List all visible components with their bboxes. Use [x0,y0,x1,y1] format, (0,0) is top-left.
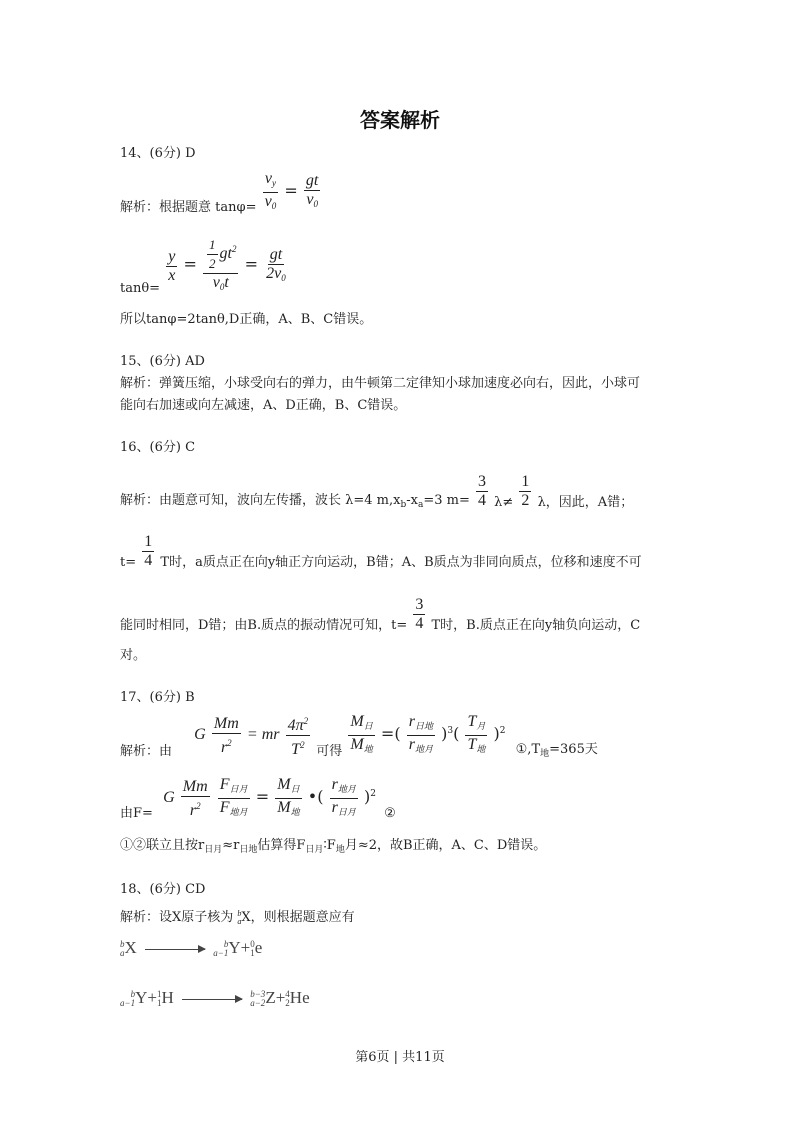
q18-header: 18、(6分) CD [120,882,206,897]
q17-frac-Msun-Mearth-b: $\frac{M_日}{M_地}$ [277,776,300,817]
q15-analysis-line1: 解析：弹簧压缩，小球受向右的弹力，由牛顿第二定律知小球加速度必向右，因此，小球可 [120,376,641,391]
q17-frac-rse-rem: $\frac{r_{日地}}{r_{地月}}$ [408,713,433,754]
q17-formula-line1: 解析：由 G $\frac{Mm}{r^2}$ = mr $\frac{4\pi^2}{T^2}$ 可得 $\frac{M_日}{M_地}$ =( $\frac{r_{日地}}{r_{地月}}$ )$^3$( $\frac{T_月}{T_地}$ )$^2$ $①,T_地=365$天 [120,713,598,759]
q17-frac-Tmoon-Tearth: $\frac{T_月}{T_地}$ [467,713,486,754]
q15-analysis-line2: 能向右加速或向左减速，A、D正确，B、C错误。 [120,398,407,413]
q18-analysis-line1: 解析：设X原子核为 b a X，则根据题意应有 [120,908,355,926]
q14-frac-gt-2v0: $\frac{gt}{2v_0}$ [266,245,286,283]
q16-frac-one-quarter: $\frac{1}{4}$ [144,533,153,569]
q17-frac-4pi2-T2: $\frac{4\pi^2}{T^2}$ [286,712,311,759]
q14-frac-vy-v0: $\frac{v_y}{v_0}$ [264,170,277,211]
page-title: 答案解析 [360,108,440,132]
q18-X-notation: b a [237,908,242,926]
q16-analysis-line4: 对。 [120,648,147,663]
q16-analysis-line3: 能同时相同，D错；由B.质点的振动情况可知，t= $\frac{3}{4}$ T时，B.质点正在向y轴负向运动，C [120,596,641,633]
q14-tantheta-prefix: tanθ= [120,281,161,296]
q18-reaction-arrow-1 [145,949,205,950]
q16-frac-one-half: $\frac{1}{2}$ [521,473,530,509]
q18-reaction-arrow-2 [182,999,242,1000]
q18-equation1: b a X b a−1 Y+ 0 1 e [120,938,263,959]
q17-frac-Msun-Mearth: $\frac{M_日}{M_地}$ [350,713,373,754]
page-footer: 第6页 | 共11页 [355,1050,445,1065]
q16-analysis-line2: t= $\frac{1}{4}$ T时，a质点正在向y轴正方向运动，B错；A、B质点为非同向质点，位移和速度不可 [120,533,642,570]
q17-frac-Mm-r2: $\frac{Mm}{r^2}$ [213,714,239,756]
q14-tantheta-line: tanθ= $\frac{y}{x}$ = $\frac{1}{2}$ $gt^2$ $v_0t$ = $\frac{gt}{2v_0}$ [120,237,286,296]
q16-frac-three-quarters: $\frac{3}{4}$ [478,473,486,509]
q14-frac-half-gt2: $\frac{1}{2}$ $gt^2$ $v_0t$ [203,236,238,296]
q14-frac-gt-v0: $\frac{gt}{v_0}$ [305,172,319,209]
q14-frac-y-x: $\frac{y}{x}$ [168,247,176,284]
q16-header: 16、(6分) C [120,440,196,455]
q15-header: 15、(6分) AD [120,354,205,369]
q14-tanphi-line: 解析：根据题意 tanφ= $\frac{v_y}{v_0}$ = $\frac{gt}{v_0}$ [120,170,319,215]
q17-frac-Mm-r2-b: $\frac{Mm}{r^2}$ [182,777,208,819]
q17-header: 17、(6分) B [120,690,195,705]
q14-conclusion: 所以tanφ=2tanθ,D正确，A、B、C错误。 [120,312,373,327]
q16-frac-three-quarters-b: $\frac{3}{4}$ [415,596,424,632]
q17-frac-rem-rsm: $\frac{r_{地月}}{r_{日月}}$ [331,776,356,817]
q14-header: 14、(6分) D [120,146,196,161]
q17-formula-line2: 由F= G $\frac{Mm}{r^2}$ $\frac{F_{日月}}{F_{地月}}$ = $\frac{M_日}{M_地}$ •( $\frac{r_{地月}}{r_{日月}}$ )$^2$ ② [120,776,396,821]
q17-frac-Fsm-Fem: $\frac{F_{日月}}{F_{地月}}$ [219,776,248,817]
q18-equation2: b a−1 Y+ 1 1 H b−3 a−2 Z+ 4 2 He [120,988,310,1009]
q17-conclusion: ①②联立且按$r_{日月}\approx r_{日地}$估算得$F_{日月}∶F_地$月≈2，故B正确，A、C、D错误。 [120,838,547,855]
q16-analysis-line1: 解析：由题意可知，波向左传播，波长 λ=4 $m,x_b-x_a=3$ m= $\frac{3}{4}$ λ≠ $\frac{1}{2}$ λ，因此，A错； [120,473,634,510]
q14-tanphi-prefix: 解析：根据题意 tanφ= [120,200,257,215]
